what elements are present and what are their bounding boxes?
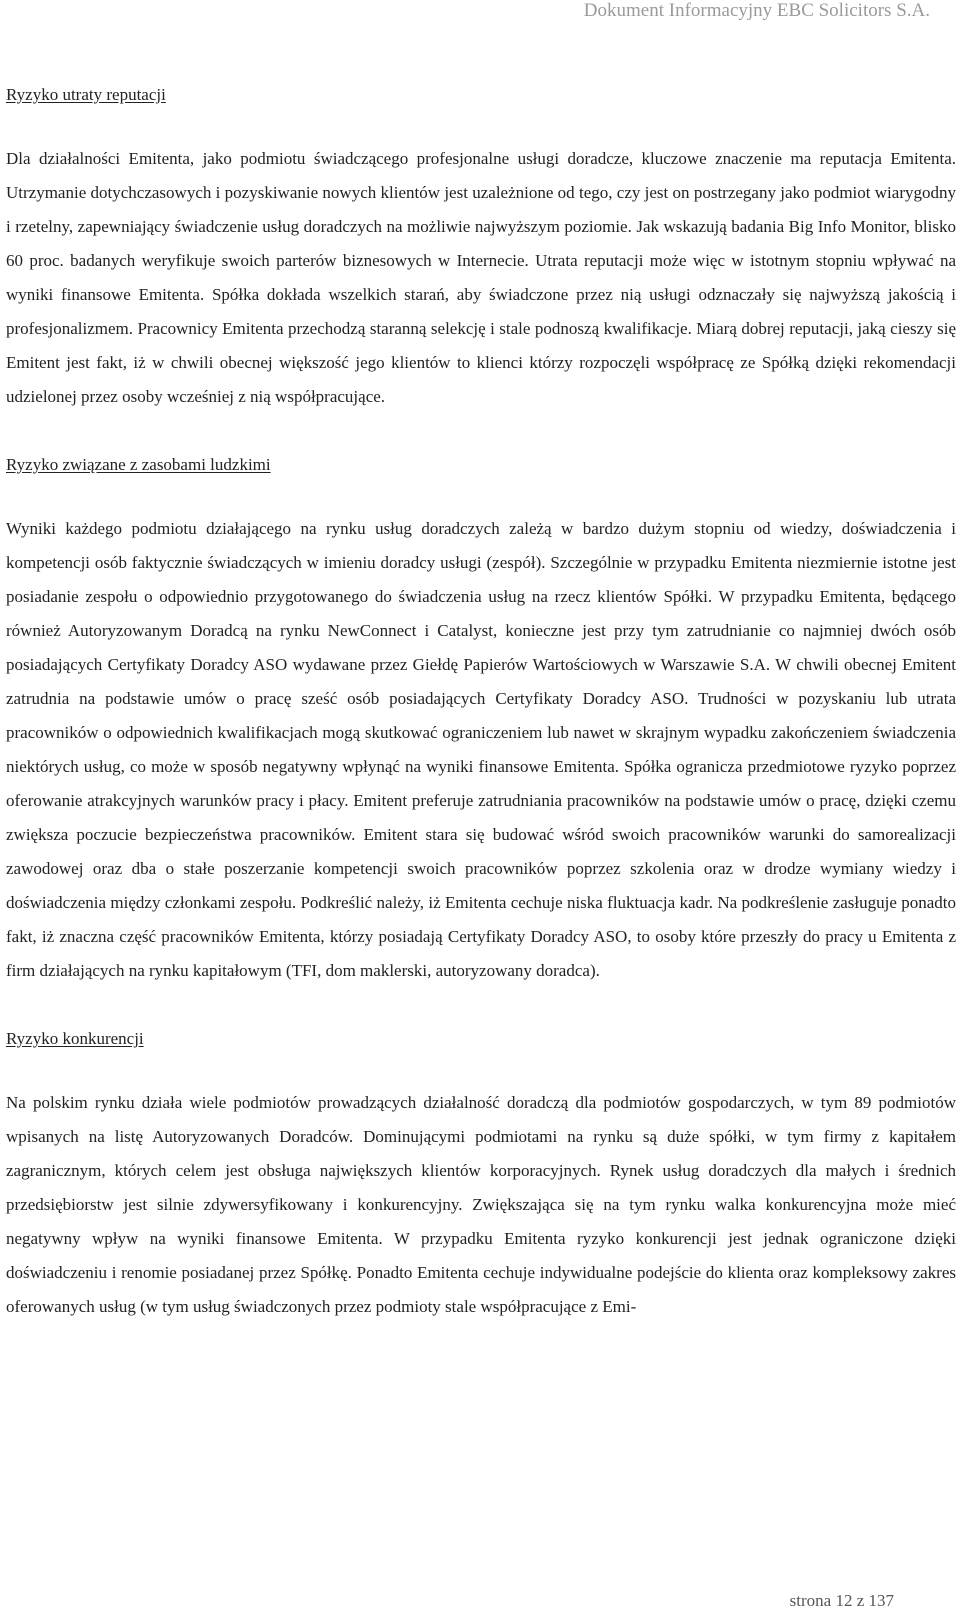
document-header: Dokument Informacyjny EBC Solicitors S.A.: [583, 0, 930, 21]
page-number: strona 12 z 137: [789, 1591, 894, 1610]
section-paragraph-human-resources: Wyniki każdego podmiotu działającego na rynku usług doradczych zależą w bardzo dużym stopniu od wiedzy, doświadczenia i kompetencji osób faktycznie świadczących w imieniu doradcy usługi (zespół). Szczególnie w przypadku Emitenta niezmiernie istotne jest posiadanie zespołu o odpowiednio przygotowanego do świadczenia usług na rzecz klientów Spółki. W przypadku Emitenta, będącego również Autoryzowanym Doradcą na rynku NewConnect i Catalyst, konieczne jest przy tym zatrudnianie co najmniej dwóch osób posiadających Certyfikaty Doradcy ASO wydawane przez Giełdę Papierów Wartościowych w Warszawie S.A. W chwili obecnej Emitent zatrudnia na podstawie umów o pracę sześć osób posiadających Certyfikaty Doradcy ASO. Trudności w pozyskaniu lub utrata pracowników o odpowiednich kwalifikacjach mogą skutkować ograniczeniem lub nawet w skrajnym wypadku zakończeniem świadczenia niektórych usług, co może w sposób negatywny wpłynąć na wyniki finansowe Emitenta. Spółka ogranicza przedmiotowe ryzyko poprzez oferowanie atrakcyjnych warunków pracy i płacy. Emitent preferuje zatrudniania pracowników na podstawie umów o pracę, dzięki czemu zwiększa poczucie bezpieczeństwa pracowników. Emitent stara się budować wśród swoich pracowników warunki do samorealizacji zawodowej oraz dba o stałe poszerzanie kompetencji swoich pracowników poprzez szkolenia oraz w drodze wymiany wiedzy i doświadczenia między członkami zespołu. Podkreślić należy, iż Emitenta cechuje niska fluktuacja kadr. Na podkreślenie zasługuje ponadto fakt, iż znaczna część pracowników Emitenta, którzy posiadają Certyfikaty Doradcy ASO, to osoby które przeszły do pracy u Emitenta z firm działających na rynku kapitałowym (TFI, dom maklerski, autoryzowany doradca).: [6, 519, 956, 980]
document-body: [6, 84, 956, 1324]
section-heading-reputation: Ryzyko utraty reputacji: [6, 85, 166, 104]
section-heading-competition: Ryzyko konkurencji: [6, 1029, 144, 1048]
section-paragraph-reputation: Dla działalności Emitenta, jako podmiotu świadczącego profesjonalne usługi doradcze, kluczowe znaczenie ma reputacja Emitenta. Utrzymanie dotychczasowych i pozyskiwanie nowych klientów jest uzależnione od tego, czy jest on postrzegany jako podmiot wiarygodny i rzetelny, zapewniający świadczenie usług doradczych na możliwie najwyższym poziomie. Jak wskazują badania Big Info Monitor, blisko 60 proc. badanych weryfikuje swoich parterów biznesowych w Internecie. Utrata reputacji może więc w istotnym stopniu wpływać na wyniki finansowe Emitenta. Spółka dokłada wszelkich starań, aby świadczone przez nią usługi odznaczały się najwyższą jakością i profesjonalizmem. Pracownicy Emitenta przechodzą staranną selekcję i stale podnoszą kwalifikacje. Miarą dobrej reputacji, jaką cieszy się Emitent jest fakt, iż w chwili obecnej większość jego klientów to klienci którzy rozpoczęli współpracę ze Spółką dzięki rekomendacji udzielonej przez osoby wcześniej z nią współpracujące.: [6, 149, 956, 406]
section-paragraph-competition: Na polskim rynku działa wiele podmiotów prowadzących działalność doradczą dla podmiotów gospodarczych, w tym 89 podmiotów wpisanych na listę Autoryzowanych Doradców. Dominującymi podmiotami na rynku są duże spółki, w tym firmy z kapitałem zagranicznym, których celem jest obsługa największych klientów korporacyjnych. Rynek usług doradczych dla małych i średnich przedsiębiorstw jest silnie zdywersyfikowany i konkurencyjny. Zwiększająca się na tym rynku walka konkurencyjna może mieć negatywny wpływ na wyniki finansowe Emitenta. W przypadku Emitenta ryzyko konkurencji jest jednak ograniczone dzięki doświadczeniu i renomie posiadanej przez Spółkę. Ponadto Emitenta cechuje indywidualne podejście do klienta oraz kompleksowy zakres oferowanych usług (w tym usług świadczonych przez podmioty stale współpracujące z Emi-: [6, 1093, 956, 1316]
section-heading-human-resources: Ryzyko związane z zasobami ludzkimi: [6, 455, 271, 474]
